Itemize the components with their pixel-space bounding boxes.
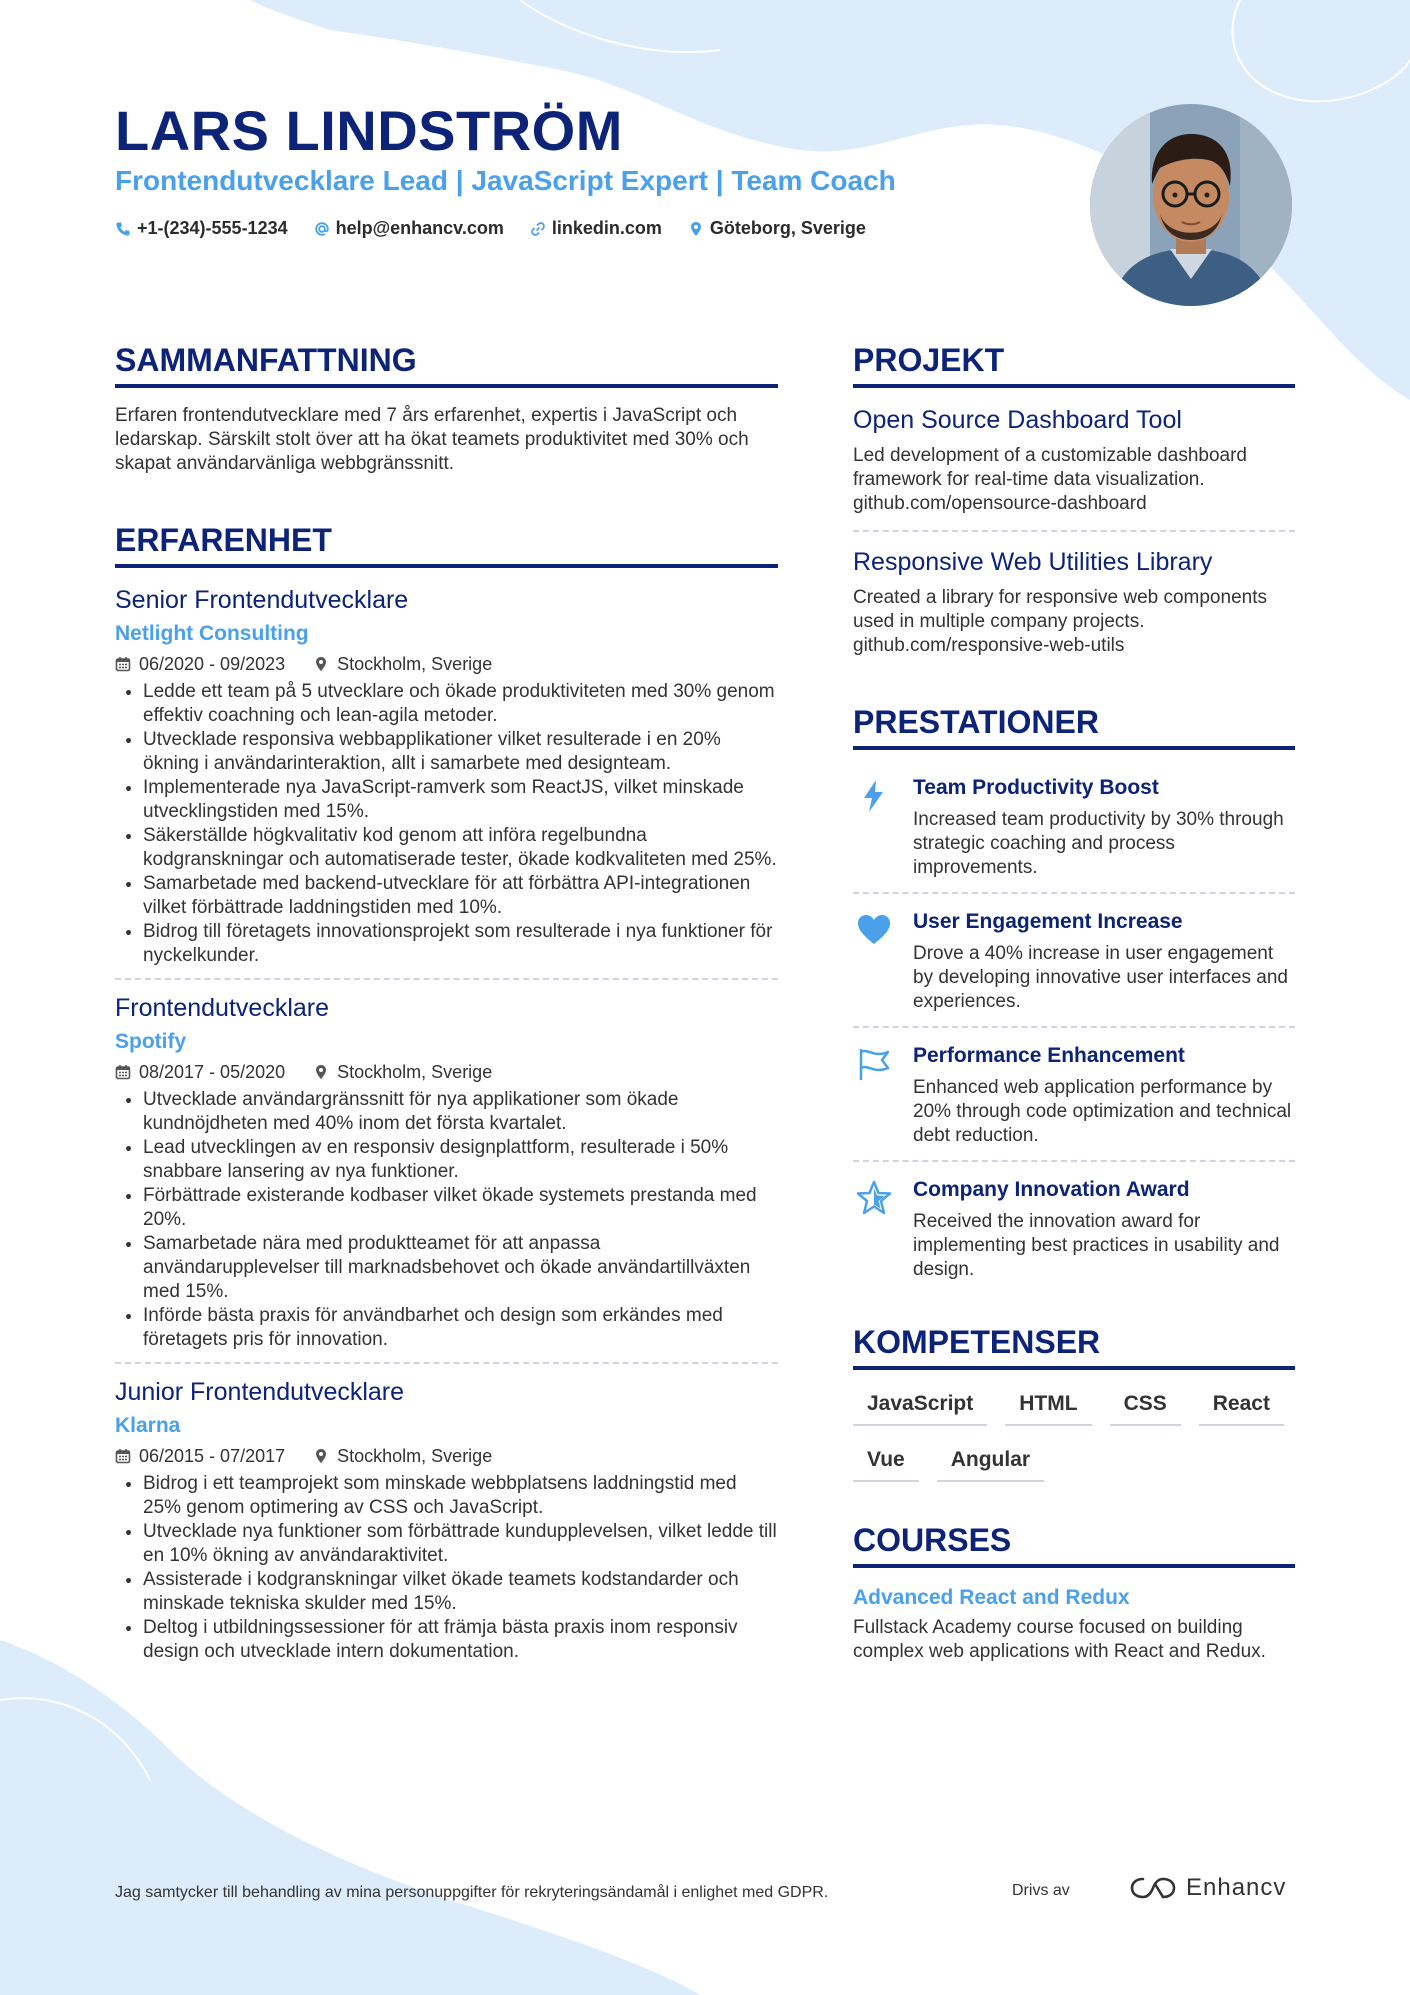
- email-text: help@enhancv.com: [335, 218, 504, 238]
- achievement-title: Team Productivity Boost: [913, 776, 1159, 799]
- powered-by-label: Drivs av: [1012, 1882, 1070, 1899]
- job-dates: [115, 1060, 285, 1084]
- contact-location: [688, 218, 866, 239]
- job-entry: [115, 1362, 778, 1674]
- experience-heading: ERFARENHET: [115, 520, 778, 568]
- job-meta: [115, 652, 778, 676]
- achievement-entry: [853, 1160, 1295, 1294]
- job-company: Klarna: [115, 1414, 181, 1437]
- job-bullet: • Utvecklade responsiva webbapplikationer vilket resulterade i en 20% ökning i användarinteraktion, allt i samarbete med designteam.: [143, 728, 778, 776]
- skill-tag: Angular: [937, 1442, 1044, 1482]
- job-dates: [115, 1444, 285, 1468]
- job-bullet: • Assisterade i kodgranskningar vilket ökade teamets kodstandarder och minskade tekniska skulder med 15%.: [143, 1568, 778, 1616]
- achievements-heading: PRESTATIONER: [853, 702, 1295, 750]
- skills-heading: KOMPETENSER: [853, 1322, 1295, 1370]
- enhancv-brand-text: Enhancv: [1186, 1874, 1287, 1901]
- enhancv-logo-icon: [1130, 1875, 1176, 1901]
- job-dates-text: 06/2015 - 07/2017: [139, 1446, 286, 1466]
- job-title: Senior Frontendutvecklare: [115, 586, 409, 614]
- at-icon: [314, 221, 330, 237]
- flag-icon: [853, 1042, 895, 1148]
- job-bullets: [115, 1088, 778, 1352]
- left-column: [115, 340, 778, 1674]
- achievement-description: Increased team productivity by 30% through strategic coaching and process improvements.: [913, 809, 1284, 878]
- skills-section: [853, 1322, 1295, 1482]
- job-bullet: • Samarbetade nära med produktteamet för att anpassa användarupplevelser till marknadsbehovet och ökade användartillväxten med 15%.: [143, 1232, 778, 1304]
- job-company: Netlight Consulting: [115, 622, 309, 645]
- gdpr-consent: Jag samtycker till behandling av mina personuppgifter för rekryteringsändamål i enlighet med GDPR.: [115, 1884, 829, 1901]
- job-location: [313, 652, 492, 676]
- courses-section: [853, 1520, 1295, 1664]
- project-description: Led development of a customizable dashboard framework for real-time data visualization. github.com/opensource-dashboard: [853, 445, 1247, 514]
- job-meta: [115, 1444, 778, 1468]
- job-title: Frontendutvecklare: [115, 994, 330, 1022]
- job-bullet: • Införde bästa praxis för användbarhet och design som erkändes med företagets pris för innovation.: [143, 1304, 778, 1352]
- location-icon: [313, 1448, 329, 1464]
- skills-list: [853, 1386, 1295, 1482]
- job-bullets: [115, 680, 778, 968]
- course-title: Advanced React and Redux: [853, 1586, 1130, 1609]
- summary-section: [115, 340, 778, 476]
- job-location: [313, 1060, 492, 1084]
- location-text: Göteborg, Sverige: [709, 218, 866, 238]
- experience-section: [115, 520, 778, 1674]
- job-bullet: • Deltog i utbildningssessioner för att främja bästa praxis inom responsiv design och utvecklade intern dokumentation.: [143, 1616, 778, 1664]
- contact-phone[interactable]: [115, 218, 288, 239]
- phone-icon: [115, 221, 131, 237]
- location-icon: [313, 1064, 329, 1080]
- job-company: Spotify: [115, 1030, 187, 1053]
- job-bullet: • Säkerställde högkvalitativ kod genom att införa regelbundna kodgranskningar och automatiserade tester, ökade kodkvaliteten med 25%.: [143, 824, 778, 872]
- job-location-text: Stockholm, Sverige: [337, 1062, 493, 1082]
- job-title: Junior Frontendutvecklare: [115, 1378, 405, 1406]
- job-dates-text: 08/2017 - 05/2020: [139, 1062, 286, 1082]
- job-location-text: Stockholm, Sverige: [337, 1446, 493, 1466]
- contact-bar: [115, 218, 866, 239]
- calendar-icon: [115, 1064, 131, 1080]
- contact-email[interactable]: [314, 218, 504, 239]
- job-bullet: • Förbättrade existerande kodbaser vilket ökade systemets prestanda med 20%.: [143, 1184, 778, 1232]
- job-dates-text: 06/2020 - 09/2023: [139, 654, 286, 674]
- achievement-title: Performance Enhancement: [913, 1044, 1185, 1067]
- projects-section: [853, 340, 1295, 672]
- skill-tag: HTML: [1005, 1386, 1091, 1426]
- project-title: Responsive Web Utilities Library: [853, 548, 1213, 576]
- project-description: Created a library for responsive web components used in multiple company projects. github.com/responsive-web-utils: [853, 587, 1267, 656]
- location-icon: [313, 656, 329, 672]
- achievement-description: Drove a 40% increase in user engagement by developing innovative user interfaces and experiences.: [913, 943, 1288, 1012]
- course-description: Fullstack Academy course focused on building complex web applications with React and Redux.: [853, 1617, 1266, 1662]
- job-meta: [115, 1060, 778, 1084]
- job-bullet: • Lead utvecklingen av en responsiv designplattform, resulterade i 50% snabbare lansering av nya funktioner.: [143, 1136, 778, 1184]
- candidate-title: Frontendutvecklare Lead | JavaScript Expert | Team Coach: [115, 165, 896, 196]
- job-bullet: • Ledde ett team på 5 utvecklare och ökade produktiviteten med 30% genom effektiv coachning och lean-agila metoder.: [143, 680, 778, 728]
- project-entry: [853, 530, 1295, 672]
- calendar-icon: [115, 656, 131, 672]
- skill-tag: Vue: [853, 1442, 919, 1482]
- enhancv-logo[interactable]: [1130, 1874, 1286, 1902]
- profile-photo: [1090, 104, 1292, 306]
- job-dates: [115, 652, 285, 676]
- courses-heading: COURSES: [853, 1520, 1295, 1568]
- star-icon: [853, 1176, 895, 1282]
- skill-tag: JavaScript: [853, 1386, 987, 1426]
- skill-tag: React: [1199, 1386, 1284, 1426]
- achievement-entry: [853, 1026, 1295, 1160]
- achievement-entry: [853, 892, 1295, 1026]
- heart-icon: [853, 908, 895, 1014]
- link-icon: [530, 221, 546, 237]
- skill-tag: CSS: [1110, 1386, 1181, 1426]
- project-title: Open Source Dashboard Tool: [853, 406, 1182, 434]
- location-icon: [688, 221, 704, 237]
- summary-heading: SAMMANFATTNING: [115, 340, 778, 388]
- linkedin-text: linkedin.com: [551, 218, 662, 238]
- job-bullet: • Samarbetade med backend-utvecklare för att förbättra API-integrationen vilket förbättrade laddningstiden med 10%.: [143, 872, 778, 920]
- achievement-description: Received the innovation award for implementing best practices in usability and design.: [913, 1211, 1280, 1280]
- job-entry: [115, 978, 778, 1362]
- summary-text: Erfaren frontendutvecklare med 7 års erfarenhet, expertis i JavaScript och ledarskap. Särskilt stolt över att ha ökat teamets produktivitet med 30% och skapat användarvänliga webbgränssnitt.: [115, 405, 749, 474]
- achievement-description: Enhanced web application performance by 20% through code optimization and technical debt reduction.: [913, 1077, 1292, 1146]
- achievements-section: [853, 702, 1295, 1294]
- job-bullet: • Utvecklade användargränssnitt för nya applikationer som ökade kundnöjdheten med 40% inom det första kvartalet.: [143, 1088, 778, 1136]
- job-entry: [115, 584, 778, 978]
- candidate-name: LARS LINDSTRÖM: [115, 99, 623, 162]
- job-bullet: • Utvecklade nya funktioner som förbättrade kundupplevelsen, vilket ledde till en 10% ökning av användaraktivitet.: [143, 1520, 778, 1568]
- projects-heading: PROJEKT: [853, 340, 1295, 388]
- achievement-entry: [853, 766, 1295, 892]
- lightning-icon: [853, 774, 895, 880]
- achievement-title: User Engagement Increase: [913, 910, 1183, 933]
- contact-linkedin[interactable]: [530, 218, 662, 239]
- job-bullet: • Bidrog i ett teamprojekt som minskade webbplatsens laddningstid med 25% genom optimering av CSS och JavaScript.: [143, 1472, 778, 1520]
- right-column: [853, 340, 1295, 1664]
- achievement-title: Company Innovation Award: [913, 1178, 1190, 1201]
- project-entry: [853, 404, 1295, 530]
- job-bullets: [115, 1472, 778, 1664]
- job-bullet: • Bidrog till företagets innovationsprojekt som resulterade i nya funktioner för nyckelkunder.: [143, 920, 778, 968]
- job-location-text: Stockholm, Sverige: [337, 654, 493, 674]
- phone-text: +1-(234)-555-1234: [137, 218, 288, 238]
- job-bullet: • Implementerade nya JavaScript-ramverk som ReactJS, vilket minskade utvecklingstiden med 15%.: [143, 776, 778, 824]
- calendar-icon: [115, 1448, 131, 1464]
- job-location: [313, 1444, 492, 1468]
